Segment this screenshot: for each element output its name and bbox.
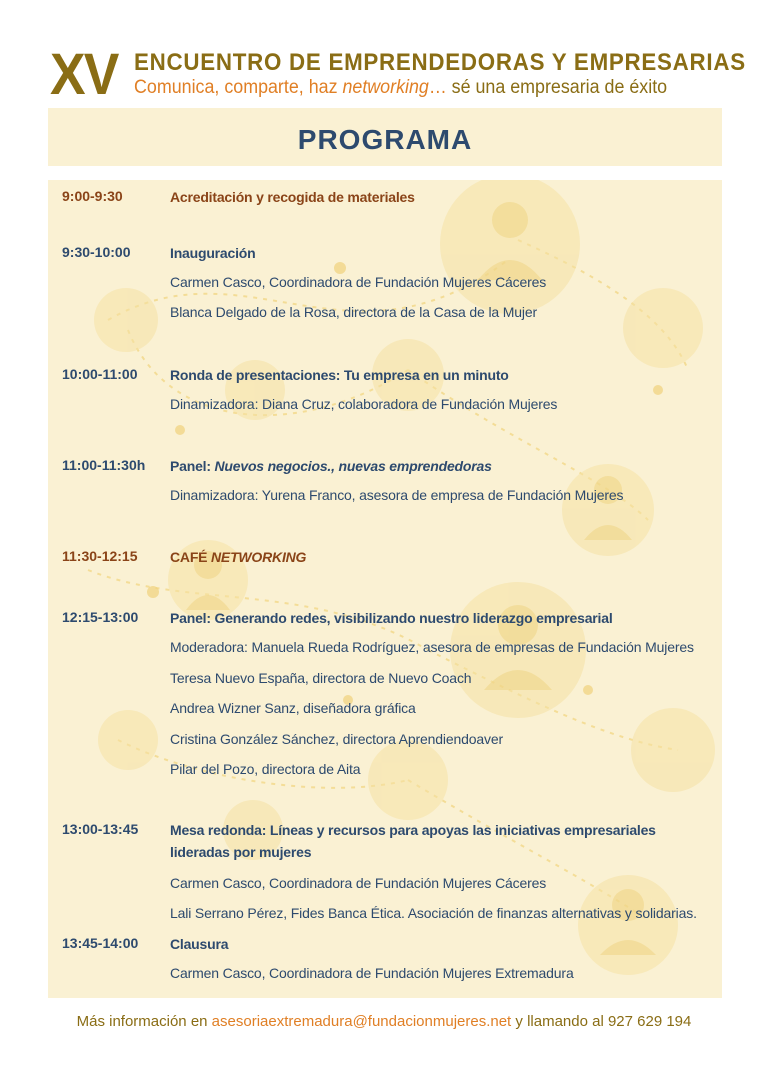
schedule-panel <box>48 180 722 998</box>
footer-suffix: y llamando al 927 629 194 <box>511 1013 692 1030</box>
speaker: Carmen Casco, Coordinadora de Fundación Mujeres Cáceres <box>170 875 547 891</box>
title-italic: Nuevos negocios., nuevas emprendedoras <box>214 458 492 474</box>
schedule-title: Inauguración <box>170 245 256 261</box>
schedule-title: Panel: Generando redes, visibilizando nuestro liderazgo empresarial <box>170 610 613 626</box>
subtitle-part2: … <box>428 77 447 98</box>
schedule-title: Acreditación y recogida de materiales <box>170 189 415 205</box>
event-header <box>50 42 746 107</box>
schedule-title <box>170 546 718 568</box>
contact-footer <box>0 1013 768 1030</box>
schedule-time: 12:15-13:00 <box>62 609 139 625</box>
title-prefix: CAFÉ <box>170 549 212 565</box>
speaker: Carmen Casco, Coordinadora de Fundación Mujeres Cáceres <box>170 274 547 290</box>
event-title: ENCUENTRO DE EMPRENDEDORAS Y EMPRESARIAS <box>134 49 746 76</box>
schedule-time: 9:00-9:30 <box>62 188 123 204</box>
program-band <box>48 108 722 166</box>
speaker: Teresa Nuevo España, directora de Nuevo Coach <box>170 670 472 686</box>
speaker: Carmen Casco, Coordinadora de Fundación Mujeres Extremadura <box>170 965 574 981</box>
schedule-title: Mesa redonda: Líneas y recursos para apoyas las iniciativas empresariales lideradas por mujeres <box>170 822 656 860</box>
contact-email-link[interactable]: asesoriaextremadura@fundacionmujeres.net <box>211 1013 512 1030</box>
subtitle-part3: sé una empresaria de éxito <box>446 77 668 98</box>
speaker: Blanca Delgado de la Rosa, directora de la Casa de la Mujer <box>170 304 538 320</box>
speaker: Dinamizadora: Diana Cruz, colaboradora de Fundación Mujeres <box>170 396 558 412</box>
speaker: Dinamizadora: Yurena Franco, asesora de empresa de Fundación Mujeres <box>170 487 624 503</box>
schedule-time: 13:45-14:00 <box>62 935 139 951</box>
program-heading: PROGRAMA <box>297 124 473 155</box>
schedule-title: Clausura <box>170 936 229 952</box>
edition-numeral: XV <box>50 42 118 107</box>
schedule-title <box>170 455 718 477</box>
speaker: Moderadora: Manuela Rueda Rodríguez, asesora de empresas de Fundación Mujeres <box>170 639 694 655</box>
subtitle-part1: Comunica, comparte, haz <box>134 77 343 98</box>
title-italic: NETWORKING <box>211 549 307 565</box>
schedule-time: 13:00-13:45 <box>62 821 139 837</box>
speaker: Lali Serrano Pérez, Fides Banca Ética. Asociación de finanzas alternativas y solidarias. <box>170 905 697 921</box>
speaker: Andrea Wizner Sanz, diseñadora gráfica <box>170 700 416 716</box>
schedule-title: Ronda de presentaciones: Tu empresa en un minuto <box>170 367 509 383</box>
schedule-time: 9:30-10:00 <box>62 244 131 260</box>
subtitle-italic: networking <box>342 77 429 98</box>
event-subtitle <box>134 77 667 99</box>
footer-prefix: Más información en <box>76 1013 212 1030</box>
speaker: Pilar del Pozo, directora de Aita <box>170 761 361 777</box>
speaker: Cristina González Sánchez, directora Aprendiendoaver <box>170 731 504 747</box>
title-prefix: Panel: <box>170 458 215 474</box>
schedule-time: 11:30-12:15 <box>62 548 138 564</box>
schedule-time: 10:00-11:00 <box>62 366 138 382</box>
schedule-time: 11:00-11:30h <box>62 457 146 473</box>
